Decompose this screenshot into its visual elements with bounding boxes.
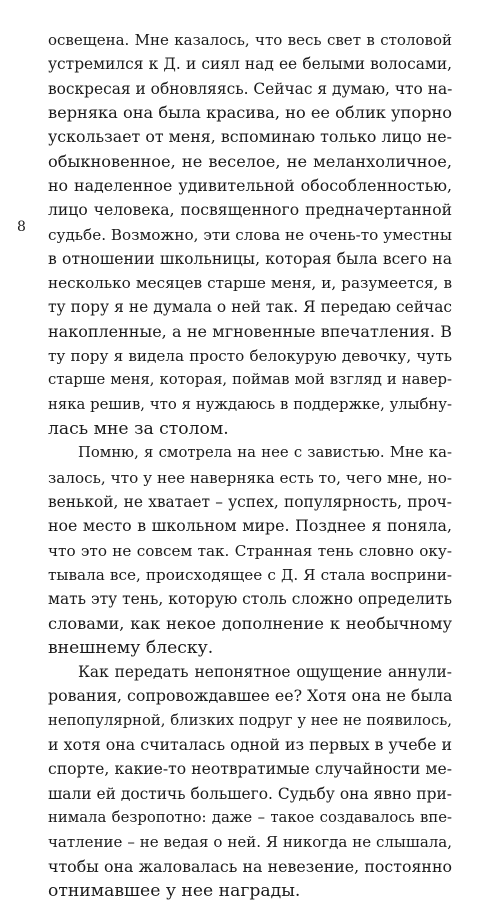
text-line: ту пору я видела просто белокурую девочку, чуть <box>48 347 452 366</box>
text-line: мать эту тень, которую столь сложно определить <box>48 590 452 609</box>
text-line: несколько месяцев старше меня, и, разумеется, в <box>48 274 452 293</box>
text-line: Как передать непонятное ощущение аннули- <box>78 663 452 682</box>
text-line: спорте, какие-то неотвратимые случайности ме- <box>48 760 452 779</box>
text-line: старше меня, которая, поймав мой взгляд и навер- <box>48 371 452 389</box>
text-line: обыкновенное, не веселое, не меланхоличное, <box>48 151 452 171</box>
text-line: ту пору я не думала о ней так. Я передаю сейчас <box>48 298 452 317</box>
text-line: рования, сопровождавшее ее? Хотя она не была <box>48 686 453 706</box>
text-line: ускользает от меня, вспоминаю только лицо не- <box>48 127 452 147</box>
text-line: залось, что у нее наверняка есть то, чего мне, но- <box>48 468 452 487</box>
text-line: освещена. Мне казалось, что весь свет в столовой <box>48 31 452 49</box>
text-line: накопленные, а не мгновенные впечатления. В <box>48 321 452 341</box>
text-line: отнимавшее у нее награды. <box>48 880 301 901</box>
text-line: судьбе. Возможно, эти слова не очень-то уместны <box>48 225 452 244</box>
text-line: ное место в школьном мире. Позднее я поняла, <box>48 516 452 536</box>
text-line: чатление – не ведая о ней. Я никогда не слышала, <box>48 833 452 852</box>
text-line: словами, как некое дополнение к необычному <box>48 613 452 633</box>
text-line: лась мне за столом. <box>48 419 229 439</box>
body-text <box>48 28 452 903</box>
text-line: лицо человека, посвященного предначертанной <box>48 201 452 220</box>
text-line: шали ей достичь большего. Судьбу она явно при- <box>48 784 452 803</box>
text-line: в отношении школьницы, которая была всего на <box>48 249 452 268</box>
text-line: устремился к Д. и сиял над ее белыми волосами, <box>48 55 452 74</box>
text-line: непопулярной, близких подруг у нее не появилось, <box>48 711 452 729</box>
text-line: внешнему блеску. <box>48 637 214 658</box>
text-line: венькой, не хватает – успех, популярность, проч- <box>48 492 452 511</box>
text-line: и хотя она считалась одной из первых в учебе и <box>48 735 452 755</box>
text-line: нимала безропотно: даже – такое создавалось впе- <box>48 809 452 826</box>
text-line: чтобы она жаловалась на невезение, постоянно <box>48 856 452 876</box>
text-line: няка решив, что я нуждаюсь в поддержке, улыбну- <box>48 395 452 413</box>
text-line: но наделенное удивительной обособленностью, <box>48 175 452 195</box>
text-line: что это не совсем так. Странная тень словно оку- <box>48 541 452 560</box>
text-line: тывала все, происходящее с Д. Я стала восприни- <box>48 565 452 584</box>
page-number: 8 <box>17 219 26 235</box>
text-line: верняка она была красива, но ее облик упорно <box>48 102 452 122</box>
text-line: Помню, я смотрела на нее с завистью. Мне ка- <box>78 444 452 462</box>
text-line: воскресая и обновляясь. Сейчас я думаю, что на- <box>48 79 453 98</box>
